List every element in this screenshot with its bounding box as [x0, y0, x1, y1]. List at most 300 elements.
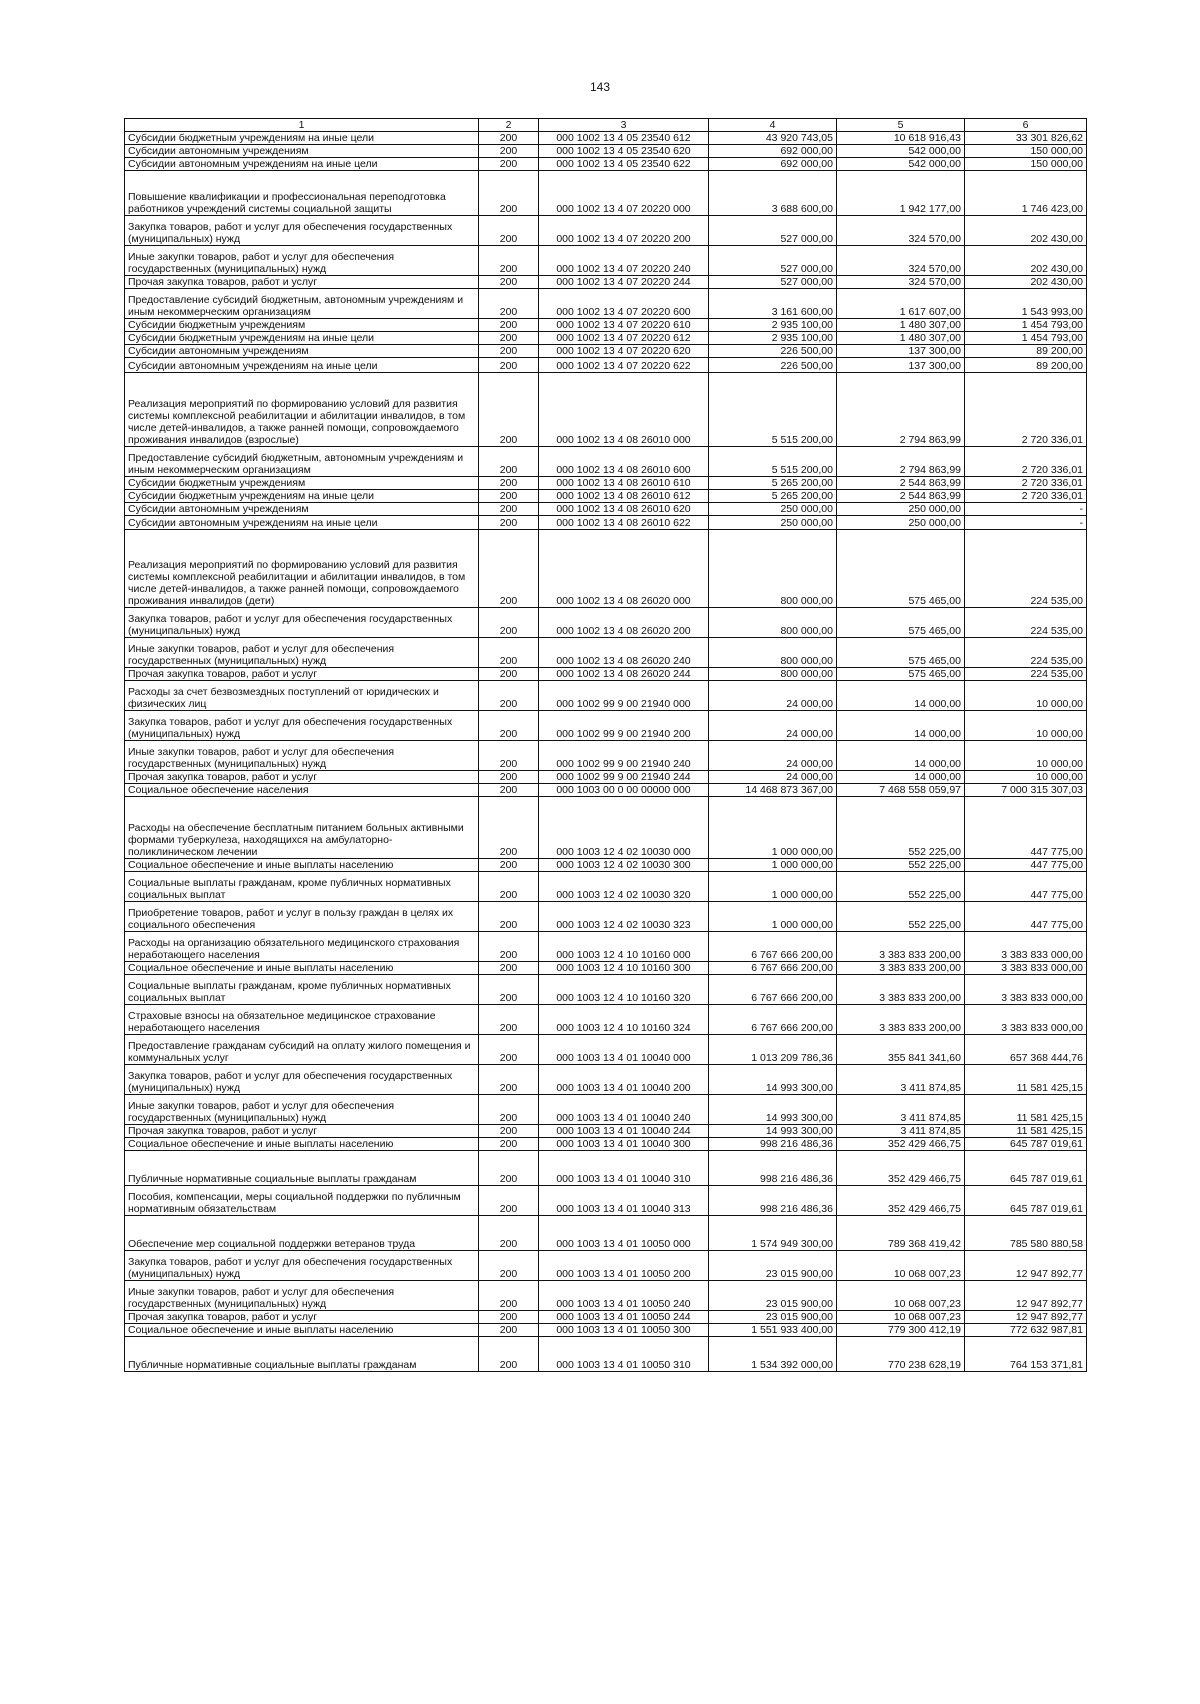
row-col6-amount-cell: 202 430,00 — [965, 216, 1087, 246]
row-budget-code-cell: 000 1003 12 4 10 10160 300 — [539, 962, 709, 975]
row-budget-code-cell: 000 1002 13 4 08 26010 620 — [539, 503, 709, 516]
row-budget-code-cell: 000 1003 12 4 10 10160 320 — [539, 975, 709, 1005]
row-budget-code-cell: 000 1002 13 4 07 20220 620 — [539, 345, 709, 358]
row-col5-amount-cell: 1 480 307,00 — [837, 319, 965, 332]
row-budget-code-cell: 000 1003 13 4 01 10040 244 — [539, 1125, 709, 1138]
row-admin-code-cell: 200 — [479, 503, 539, 516]
row-col5-amount-cell: 10 068 007,23 — [837, 1281, 965, 1311]
row-col5-amount-cell: 770 238 628,19 — [837, 1337, 965, 1372]
row-col6-amount-cell: 10 000,00 — [965, 741, 1087, 771]
table-row — [125, 902, 1087, 932]
row-budget-code-cell: 000 1002 13 4 07 20220 622 — [539, 358, 709, 373]
row-admin-code-cell: 200 — [479, 1337, 539, 1372]
row-col4-amount-cell: 5 265 200,00 — [709, 490, 837, 503]
row-col4-amount-cell: 1 000 000,00 — [709, 872, 837, 902]
row-col5-amount-cell: 324 570,00 — [837, 246, 965, 276]
row-admin-code-cell: 200 — [479, 276, 539, 289]
row-col6-amount-cell: 150 000,00 — [965, 145, 1087, 158]
row-col5-amount-cell: 3 411 874,85 — [837, 1065, 965, 1095]
row-budget-code-cell: 000 1003 12 4 02 10030 300 — [539, 859, 709, 872]
row-name-cell: Иные закупки товаров, работ и услуг для обеспечения государственных (муниципальных) нужд — [125, 1095, 479, 1125]
row-admin-code-cell: 200 — [479, 711, 539, 741]
row-col5-amount-cell: 542 000,00 — [837, 145, 965, 158]
row-name-cell: Публичные нормативные социальные выплаты гражданам — [125, 1151, 479, 1186]
row-budget-code-cell: 000 1002 99 9 00 21940 200 — [539, 711, 709, 741]
row-budget-code-cell: 000 1002 13 4 07 20220 610 — [539, 319, 709, 332]
row-col6-amount-cell: 2 720 336,01 — [965, 477, 1087, 490]
row-col5-amount-cell: 2 794 863,99 — [837, 373, 965, 447]
row-col4-amount-cell: 24 000,00 — [709, 741, 837, 771]
row-col6-amount-cell: 1 454 793,00 — [965, 319, 1087, 332]
row-name-cell: Страховые взносы на обязательное медицинское страхование неработающего населения — [125, 1005, 479, 1035]
row-name-cell: Повышение квалификации и профессиональная переподготовка работников учреждений системы социальной защиты — [125, 171, 479, 216]
row-col5-amount-cell: 250 000,00 — [837, 503, 965, 516]
row-col5-amount-cell: 352 429 466,75 — [837, 1151, 965, 1186]
row-admin-code-cell: 200 — [479, 1151, 539, 1186]
row-name-cell: Субсидии автономным учреждениям — [125, 345, 479, 358]
row-col5-amount-cell: 1 480 307,00 — [837, 332, 965, 345]
table-row — [125, 1216, 1087, 1251]
row-name-cell: Расходы за счет безвозмездных поступлений от юридических и физических лиц — [125, 681, 479, 711]
row-name-cell: Расходы на обеспечение бесплатным питанием больных активными формами туберкулеза, находящихся на амбулаторно-поликлиническом лечении — [125, 797, 479, 859]
row-col4-amount-cell: 527 000,00 — [709, 216, 837, 246]
table-row — [125, 1186, 1087, 1216]
header-col-5: 5 — [837, 119, 965, 132]
row-budget-code-cell: 000 1003 13 4 01 10040 000 — [539, 1035, 709, 1065]
row-name-cell: Предоставление субсидий бюджетным, автономным учреждениям и иным некоммерческим организациям — [125, 447, 479, 477]
row-name-cell: Прочая закупка товаров, работ и услуг — [125, 1125, 479, 1138]
row-name-cell: Реализация мероприятий по формированию условий для развития системы комплексной реабилитации и абилитации инвалидов, в том числе детей-инвалидов, а также ранней помощи, сопровождаемого проживания инвалидов (дети) — [125, 530, 479, 608]
row-col5-amount-cell: 575 465,00 — [837, 530, 965, 608]
table-row — [125, 859, 1087, 872]
row-col4-amount-cell: 5 515 200,00 — [709, 447, 837, 477]
row-admin-code-cell: 200 — [479, 859, 539, 872]
row-col4-amount-cell: 23 015 900,00 — [709, 1281, 837, 1311]
row-col4-amount-cell: 800 000,00 — [709, 638, 837, 668]
row-budget-code-cell: 000 1002 13 4 07 20220 612 — [539, 332, 709, 345]
row-col6-amount-cell: 224 535,00 — [965, 530, 1087, 608]
row-col6-amount-cell: 645 787 019,61 — [965, 1151, 1087, 1186]
row-budget-code-cell: 000 1002 99 9 00 21940 000 — [539, 681, 709, 711]
row-col4-amount-cell: 14 993 300,00 — [709, 1125, 837, 1138]
table-header-row — [125, 119, 1087, 132]
row-admin-code-cell: 200 — [479, 1324, 539, 1337]
row-col4-amount-cell: 800 000,00 — [709, 608, 837, 638]
row-col4-amount-cell: 6 767 666 200,00 — [709, 1005, 837, 1035]
table-row — [125, 711, 1087, 741]
row-col6-amount-cell: 224 535,00 — [965, 608, 1087, 638]
row-admin-code-cell: 200 — [479, 319, 539, 332]
row-admin-code-cell: 200 — [479, 516, 539, 530]
row-col4-amount-cell: 14 468 873 367,00 — [709, 784, 837, 797]
row-name-cell: Социальное обеспечение и иные выплаты населению — [125, 859, 479, 872]
row-admin-code-cell: 200 — [479, 962, 539, 975]
row-col6-amount-cell: 10 000,00 — [965, 711, 1087, 741]
row-col4-amount-cell: 6 767 666 200,00 — [709, 932, 837, 962]
row-col5-amount-cell: 14 000,00 — [837, 771, 965, 784]
row-admin-code-cell: 200 — [479, 490, 539, 503]
row-name-cell: Социальные выплаты гражданам, кроме публичных нормативных социальных выплат — [125, 975, 479, 1005]
row-col4-amount-cell: 43 920 743,05 — [709, 132, 837, 145]
row-col4-amount-cell: 24 000,00 — [709, 771, 837, 784]
row-col6-amount-cell: 3 383 833 000,00 — [965, 1005, 1087, 1035]
row-admin-code-cell: 200 — [479, 741, 539, 771]
row-col4-amount-cell: 1 013 209 786,36 — [709, 1035, 837, 1065]
row-col6-amount-cell: 764 153 371,81 — [965, 1337, 1087, 1372]
row-name-cell: Прочая закупка товаров, работ и услуг — [125, 1311, 479, 1324]
table-row — [125, 962, 1087, 975]
table-row — [125, 975, 1087, 1005]
row-name-cell: Закупка товаров, работ и услуг для обеспечения государственных (муниципальных) нужд — [125, 711, 479, 741]
row-col4-amount-cell: 692 000,00 — [709, 158, 837, 171]
row-admin-code-cell: 200 — [479, 1311, 539, 1324]
row-name-cell: Иные закупки товаров, работ и услуг для обеспечения государственных (муниципальных) нужд — [125, 1281, 479, 1311]
row-col6-amount-cell: 10 000,00 — [965, 771, 1087, 784]
row-budget-code-cell: 000 1003 13 4 01 10050 300 — [539, 1324, 709, 1337]
row-admin-code-cell: 200 — [479, 373, 539, 447]
table-row — [125, 1251, 1087, 1281]
table-row — [125, 681, 1087, 711]
row-col6-amount-cell: 2 720 336,01 — [965, 490, 1087, 503]
row-admin-code-cell: 200 — [479, 681, 539, 711]
row-name-cell: Субсидии автономным учреждениям на иные цели — [125, 158, 479, 171]
row-budget-code-cell: 000 1002 13 4 08 26020 240 — [539, 638, 709, 668]
table-row — [125, 771, 1087, 784]
row-name-cell: Публичные нормативные социальные выплаты гражданам — [125, 1337, 479, 1372]
row-col5-amount-cell: 1 942 177,00 — [837, 171, 965, 216]
row-name-cell: Закупка товаров, работ и услуг для обеспечения государственных (муниципальных) нужд — [125, 1251, 479, 1281]
row-col4-amount-cell: 800 000,00 — [709, 530, 837, 608]
row-col4-amount-cell: 226 500,00 — [709, 358, 837, 373]
table-row — [125, 1151, 1087, 1186]
table-row — [125, 932, 1087, 962]
row-col6-amount-cell: 657 368 444,76 — [965, 1035, 1087, 1065]
header-col-1: 1 — [125, 119, 479, 132]
row-name-cell: Реализация мероприятий по формированию условий для развития системы комплексной реабилитации и абилитации инвалидов, в том числе детей-инвалидов, а также ранней помощи, сопровождаемого проживания инвалидов (взрослые) — [125, 373, 479, 447]
row-budget-code-cell: 000 1002 13 4 07 20220 244 — [539, 276, 709, 289]
row-col6-amount-cell: 89 200,00 — [965, 345, 1087, 358]
row-col5-amount-cell: 10 618 916,43 — [837, 132, 965, 145]
row-col6-amount-cell: 447 775,00 — [965, 859, 1087, 872]
row-name-cell: Социальное обеспечение и иные выплаты населению — [125, 1138, 479, 1151]
row-col4-amount-cell: 998 216 486,36 — [709, 1151, 837, 1186]
row-budget-code-cell: 000 1002 99 9 00 21940 244 — [539, 771, 709, 784]
row-name-cell: Закупка товаров, работ и услуг для обеспечения государственных (муниципальных) нужд — [125, 1065, 479, 1095]
row-col4-amount-cell: 1 551 933 400,00 — [709, 1324, 837, 1337]
row-budget-code-cell: 000 1002 13 4 08 26010 610 — [539, 477, 709, 490]
row-col6-amount-cell: 150 000,00 — [965, 158, 1087, 171]
table-row — [125, 171, 1087, 216]
row-admin-code-cell: 200 — [479, 216, 539, 246]
row-col5-amount-cell: 137 300,00 — [837, 358, 965, 373]
row-budget-code-cell: 000 1002 13 4 08 26020 244 — [539, 668, 709, 681]
row-budget-code-cell: 000 1002 13 4 08 26010 612 — [539, 490, 709, 503]
row-col5-amount-cell: 324 570,00 — [837, 276, 965, 289]
row-col5-amount-cell: 324 570,00 — [837, 216, 965, 246]
table-row — [125, 516, 1087, 530]
row-name-cell: Пособия, компенсации, меры социальной поддержки по публичным нормативным обязательствам — [125, 1186, 479, 1216]
table-row — [125, 358, 1087, 373]
table-row — [125, 289, 1087, 319]
table-row — [125, 608, 1087, 638]
row-admin-code-cell: 200 — [479, 668, 539, 681]
row-name-cell: Субсидии автономным учреждениям — [125, 145, 479, 158]
table-row — [125, 530, 1087, 608]
row-admin-code-cell: 200 — [479, 1125, 539, 1138]
row-col5-amount-cell: 575 465,00 — [837, 638, 965, 668]
row-budget-code-cell: 000 1003 13 4 01 10040 313 — [539, 1186, 709, 1216]
row-col4-amount-cell: 23 015 900,00 — [709, 1311, 837, 1324]
row-admin-code-cell: 200 — [479, 932, 539, 962]
row-admin-code-cell: 200 — [479, 872, 539, 902]
row-admin-code-cell: 200 — [479, 608, 539, 638]
table-row — [125, 1005, 1087, 1035]
row-col5-amount-cell: 542 000,00 — [837, 158, 965, 171]
row-admin-code-cell: 200 — [479, 477, 539, 490]
row-budget-code-cell: 000 1003 12 4 02 10030 320 — [539, 872, 709, 902]
table-row — [125, 490, 1087, 503]
row-col5-amount-cell: 14 000,00 — [837, 741, 965, 771]
row-name-cell: Субсидии автономным учреждениям — [125, 503, 479, 516]
row-col6-amount-cell: 202 430,00 — [965, 276, 1087, 289]
row-col5-amount-cell: 1 617 607,00 — [837, 289, 965, 319]
row-col4-amount-cell: 1 000 000,00 — [709, 859, 837, 872]
table-row — [125, 1337, 1087, 1372]
row-col6-amount-cell: 12 947 892,77 — [965, 1251, 1087, 1281]
row-budget-code-cell: 000 1003 12 4 02 10030 323 — [539, 902, 709, 932]
row-col5-amount-cell: 352 429 466,75 — [837, 1186, 965, 1216]
row-col5-amount-cell: 552 225,00 — [837, 797, 965, 859]
row-name-cell: Прочая закупка товаров, работ и услуг — [125, 276, 479, 289]
row-budget-code-cell: 000 1002 99 9 00 21940 240 — [539, 741, 709, 771]
row-col4-amount-cell: 24 000,00 — [709, 711, 837, 741]
row-admin-code-cell: 200 — [479, 1216, 539, 1251]
row-admin-code-cell: 200 — [479, 158, 539, 171]
row-col6-amount-cell: 2 720 336,01 — [965, 373, 1087, 447]
row-budget-code-cell: 000 1002 13 4 08 26010 000 — [539, 373, 709, 447]
row-admin-code-cell: 200 — [479, 902, 539, 932]
table-row — [125, 447, 1087, 477]
header-col-6: 6 — [965, 119, 1087, 132]
row-col4-amount-cell: 692 000,00 — [709, 145, 837, 158]
table-row — [125, 668, 1087, 681]
row-col6-amount-cell: 33 301 826,62 — [965, 132, 1087, 145]
row-col5-amount-cell: 2 544 863,99 — [837, 477, 965, 490]
row-name-cell: Иные закупки товаров, работ и услуг для обеспечения государственных (муниципальных) нужд — [125, 741, 479, 771]
row-col6-amount-cell: 447 775,00 — [965, 797, 1087, 859]
row-admin-code-cell: 200 — [479, 1186, 539, 1216]
row-budget-code-cell: 000 1002 13 4 05 23540 622 — [539, 158, 709, 171]
row-col4-amount-cell: 3 161 600,00 — [709, 289, 837, 319]
row-col6-amount-cell: 11 581 425,15 — [965, 1095, 1087, 1125]
row-col4-amount-cell: 6 767 666 200,00 — [709, 962, 837, 975]
row-col6-amount-cell: 3 383 833 000,00 — [965, 962, 1087, 975]
table-row — [125, 332, 1087, 345]
row-col6-amount-cell: 224 535,00 — [965, 638, 1087, 668]
row-name-cell: Субсидии бюджетным учреждениям на иные цели — [125, 332, 479, 345]
row-col6-amount-cell: 1 454 793,00 — [965, 332, 1087, 345]
row-name-cell: Субсидии бюджетным учреждениям на иные цели — [125, 132, 479, 145]
row-col4-amount-cell: 250 000,00 — [709, 503, 837, 516]
row-col5-amount-cell: 2 544 863,99 — [837, 490, 965, 503]
table-row — [125, 1281, 1087, 1311]
row-col4-amount-cell: 24 000,00 — [709, 681, 837, 711]
row-col5-amount-cell: 3 383 833 200,00 — [837, 962, 965, 975]
row-name-cell: Социальное обеспечение и иные выплаты населению — [125, 962, 479, 975]
row-col6-amount-cell: 2 720 336,01 — [965, 447, 1087, 477]
row-col4-amount-cell: 2 935 100,00 — [709, 319, 837, 332]
row-admin-code-cell: 200 — [479, 332, 539, 345]
row-name-cell: Предоставление гражданам субсидий на оплату жилого помещения и коммунальных услуг — [125, 1035, 479, 1065]
row-col5-amount-cell: 3 411 874,85 — [837, 1125, 965, 1138]
header-col-3: 3 — [539, 119, 709, 132]
row-col6-amount-cell: 7 000 315 307,03 — [965, 784, 1087, 797]
row-col6-amount-cell: 11 581 425,15 — [965, 1125, 1087, 1138]
row-name-cell: Закупка товаров, работ и услуг для обеспечения государственных (муниципальных) нужд — [125, 216, 479, 246]
row-admin-code-cell: 200 — [479, 246, 539, 276]
row-col5-amount-cell: 575 465,00 — [837, 668, 965, 681]
row-col6-amount-cell: 202 430,00 — [965, 246, 1087, 276]
row-col6-amount-cell: 645 787 019,61 — [965, 1138, 1087, 1151]
row-name-cell: Субсидии бюджетным учреждениям — [125, 477, 479, 490]
header-col-4: 4 — [709, 119, 837, 132]
row-name-cell: Социальные выплаты гражданам, кроме публичных нормативных социальных выплат — [125, 872, 479, 902]
row-col5-amount-cell: 552 225,00 — [837, 859, 965, 872]
row-col5-amount-cell: 3 411 874,85 — [837, 1095, 965, 1125]
row-name-cell: Прочая закупка товаров, работ и услуг — [125, 668, 479, 681]
row-col6-amount-cell: 447 775,00 — [965, 872, 1087, 902]
row-col4-amount-cell: 23 015 900,00 — [709, 1251, 837, 1281]
table-row — [125, 1125, 1087, 1138]
row-col4-amount-cell: 1 534 392 000,00 — [709, 1337, 837, 1372]
row-col4-amount-cell: 250 000,00 — [709, 516, 837, 530]
row-col6-amount-cell: 772 632 987,81 — [965, 1324, 1087, 1337]
row-admin-code-cell: 200 — [479, 530, 539, 608]
row-budget-code-cell: 000 1003 13 4 01 10050 244 — [539, 1311, 709, 1324]
row-admin-code-cell: 200 — [479, 1065, 539, 1095]
table-row — [125, 132, 1087, 145]
row-col5-amount-cell: 575 465,00 — [837, 608, 965, 638]
row-admin-code-cell: 200 — [479, 358, 539, 373]
row-name-cell: Социальное обеспечение населения — [125, 784, 479, 797]
table-row — [125, 477, 1087, 490]
row-col6-amount-cell: - — [965, 516, 1087, 530]
row-budget-code-cell: 000 1003 13 4 01 10040 300 — [539, 1138, 709, 1151]
row-admin-code-cell: 200 — [479, 289, 539, 319]
row-admin-code-cell: 200 — [479, 784, 539, 797]
row-budget-code-cell: 000 1002 13 4 08 26020 000 — [539, 530, 709, 608]
row-col5-amount-cell: 779 300 412,19 — [837, 1324, 965, 1337]
row-admin-code-cell: 200 — [479, 171, 539, 216]
row-budget-code-cell: 000 1003 12 4 10 10160 000 — [539, 932, 709, 962]
row-col4-amount-cell: 14 993 300,00 — [709, 1065, 837, 1095]
table-row — [125, 276, 1087, 289]
table-row — [125, 1095, 1087, 1125]
row-col4-amount-cell: 527 000,00 — [709, 246, 837, 276]
row-col6-amount-cell: 89 200,00 — [965, 358, 1087, 373]
row-col4-amount-cell: 1 574 949 300,00 — [709, 1216, 837, 1251]
row-col5-amount-cell: 137 300,00 — [837, 345, 965, 358]
row-admin-code-cell: 200 — [479, 797, 539, 859]
row-col4-amount-cell: 226 500,00 — [709, 345, 837, 358]
row-admin-code-cell: 200 — [479, 132, 539, 145]
row-name-cell: Прочая закупка товаров, работ и услуг — [125, 771, 479, 784]
row-col4-amount-cell: 5 265 200,00 — [709, 477, 837, 490]
row-admin-code-cell: 200 — [479, 1005, 539, 1035]
table-row — [125, 158, 1087, 171]
row-budget-code-cell: 000 1002 13 4 07 20220 200 — [539, 216, 709, 246]
budget-table — [124, 118, 1087, 1372]
row-col5-amount-cell: 355 841 341,60 — [837, 1035, 965, 1065]
row-col4-amount-cell: 14 993 300,00 — [709, 1095, 837, 1125]
row-col6-amount-cell: 447 775,00 — [965, 902, 1087, 932]
table-row — [125, 872, 1087, 902]
row-col4-amount-cell: 998 216 486,36 — [709, 1186, 837, 1216]
table-row — [125, 741, 1087, 771]
row-budget-code-cell: 000 1003 12 4 02 10030 000 — [539, 797, 709, 859]
table-row — [125, 246, 1087, 276]
row-col5-amount-cell: 552 225,00 — [837, 902, 965, 932]
row-name-cell: Социальное обеспечение и иные выплаты населению — [125, 1324, 479, 1337]
row-col5-amount-cell: 789 368 419,42 — [837, 1216, 965, 1251]
row-col6-amount-cell: 3 383 833 000,00 — [965, 932, 1087, 962]
row-col6-amount-cell: 11 581 425,15 — [965, 1065, 1087, 1095]
row-admin-code-cell: 200 — [479, 1251, 539, 1281]
table-row — [125, 1138, 1087, 1151]
row-col5-amount-cell: 14 000,00 — [837, 681, 965, 711]
row-admin-code-cell: 200 — [479, 975, 539, 1005]
row-col5-amount-cell: 10 068 007,23 — [837, 1311, 965, 1324]
row-budget-code-cell: 000 1003 13 4 01 10050 310 — [539, 1337, 709, 1372]
row-col4-amount-cell: 6 767 666 200,00 — [709, 975, 837, 1005]
row-name-cell: Субсидии автономным учреждениям на иные цели — [125, 358, 479, 373]
row-col4-amount-cell: 800 000,00 — [709, 668, 837, 681]
row-col6-amount-cell: 645 787 019,61 — [965, 1186, 1087, 1216]
table-body — [125, 132, 1087, 1372]
row-col4-amount-cell: 5 515 200,00 — [709, 373, 837, 447]
row-budget-code-cell: 000 1002 13 4 07 20220 000 — [539, 171, 709, 216]
table-row — [125, 345, 1087, 358]
row-admin-code-cell: 200 — [479, 1095, 539, 1125]
row-name-cell: Субсидии автономным учреждениям на иные цели — [125, 516, 479, 530]
table-row — [125, 1324, 1087, 1337]
row-col6-amount-cell: 3 383 833 000,00 — [965, 975, 1087, 1005]
row-admin-code-cell: 200 — [479, 447, 539, 477]
row-admin-code-cell: 200 — [479, 771, 539, 784]
row-col5-amount-cell: 552 225,00 — [837, 872, 965, 902]
row-name-cell: Расходы на организацию обязательного медицинского страхования неработающего населения — [125, 932, 479, 962]
table-row — [125, 797, 1087, 859]
table-row — [125, 784, 1087, 797]
row-col4-amount-cell: 3 688 600,00 — [709, 171, 837, 216]
row-budget-code-cell: 000 1002 13 4 05 23540 620 — [539, 145, 709, 158]
table-row — [125, 1065, 1087, 1095]
row-col5-amount-cell: 2 794 863,99 — [837, 447, 965, 477]
table-row — [125, 145, 1087, 158]
row-col6-amount-cell: 1 543 993,00 — [965, 289, 1087, 319]
row-admin-code-cell: 200 — [479, 1281, 539, 1311]
row-budget-code-cell: 000 1003 13 4 01 10040 240 — [539, 1095, 709, 1125]
table-row — [125, 319, 1087, 332]
row-name-cell: Иные закупки товаров, работ и услуг для обеспечения государственных (муниципальных) нужд — [125, 246, 479, 276]
row-budget-code-cell: 000 1002 13 4 07 20220 240 — [539, 246, 709, 276]
row-budget-code-cell: 000 1002 13 4 08 26010 600 — [539, 447, 709, 477]
row-admin-code-cell: 200 — [479, 345, 539, 358]
row-name-cell: Обеспечение мер социальной поддержки ветеранов труда — [125, 1216, 479, 1251]
row-name-cell: Закупка товаров, работ и услуг для обеспечения государственных (муниципальных) нужд — [125, 608, 479, 638]
row-col5-amount-cell: 14 000,00 — [837, 711, 965, 741]
row-col6-amount-cell: 224 535,00 — [965, 668, 1087, 681]
